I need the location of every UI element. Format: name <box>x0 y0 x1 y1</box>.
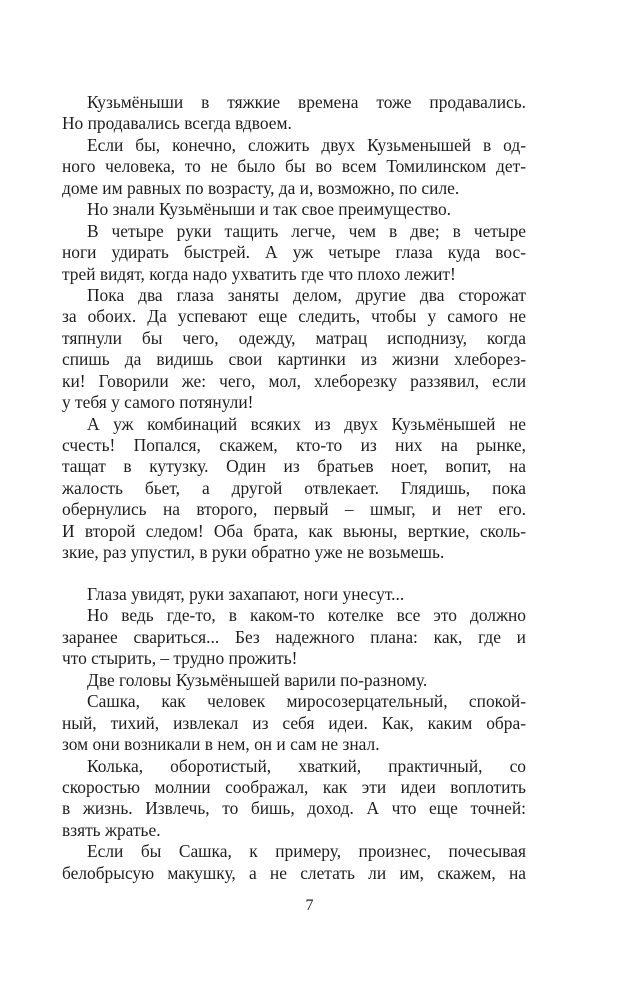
text-line: Но ведь где-то, в каком-то котелке все это должно <box>87 605 526 626</box>
text-line: Сашка, как человек миросозерцательный, спокой- <box>87 691 526 712</box>
text-line: Кузьмёныши в тяжкие времена тоже продавались. <box>87 92 526 112</box>
text-line: взять жратье. <box>62 819 161 840</box>
text-section-2 <box>62 584 526 884</box>
text-line: заранее свариться... Без надежного плана: как, где и <box>62 626 526 647</box>
text-line: ного человека, то не было бы во всем Томилинском дет- <box>62 156 526 177</box>
text-line: В четыре руки тащить легче, чем в две; в четыре <box>87 220 526 241</box>
text-line: Две головы Кузьмёнышей варили по-разному. <box>87 669 428 690</box>
text-line: ный, тихий, извлекал из себя идеи. Как, каким обра- <box>62 712 526 733</box>
text-line: обернулись на второго, первый – шмыг, и нет его. <box>62 499 526 520</box>
text-line: скоростью молнии соображал, как эти идеи воплотить <box>62 776 526 797</box>
text-section-1 <box>62 92 526 564</box>
text-line: доме им равных по возрасту, да и, возможно, по силе. <box>62 177 460 198</box>
text-line: белобрысую макушку, а не слетать ли им, скажем, на <box>62 862 526 883</box>
text-line: зом они возникали в нем, он и сам не знал. <box>62 734 380 755</box>
text-line: Колька, оборотистый, хваткий, практичный, со <box>87 755 526 776</box>
text-line: Глаза увидят, руки захапают, ноги унесут... <box>87 584 405 604</box>
text-line: Если бы Сашка, к примеру, произнес, почесывая <box>87 841 526 862</box>
text-line: тащат в кутузку. Один из братьев ноет, вопит, на <box>62 456 526 477</box>
text-line: ноги удирать быстрей. А уж четыре глаза куда вос- <box>62 242 526 263</box>
text-line: за обоих. Да успевают еще следить, чтобы у самого не <box>62 306 526 327</box>
text-line: спишь да видишь свои картинки из жизни хлеборез- <box>62 349 526 370</box>
text-line: И второй следом! Оба брата, как вьюны, верткие, сколь- <box>62 520 526 541</box>
text-line: у тебя у самого потянули! <box>62 392 254 413</box>
text-line: Но знали Кузьмёныши и так свое преимущество. <box>87 199 452 220</box>
text-line: трей видят, когда надо ухватить где что плохо лежит! <box>62 263 456 284</box>
text-line: счесть! Попался, скажем, кто-то из них на рынке, <box>62 435 526 455</box>
text-line: жалость бьет, а другой отвлекает. Глядишь, пока <box>62 477 526 498</box>
text-line: Если бы, конечно, сложить двух Кузьменышей в од- <box>87 134 526 155</box>
text-line: А уж комбинаций всяких из двух Кузьмёнышей не <box>87 413 526 434</box>
text-line: Но продавались всегда вдвоем. <box>62 113 292 134</box>
text-line: тяпнули бы чего, одежду, матрац исподнизу, когда <box>62 327 526 348</box>
text-line: в жизнь. Извлечь, то бишь, доход. А что еще точней: <box>62 798 526 819</box>
page-number: 7 <box>305 897 314 914</box>
text-line: что стырить, – трудно прожить! <box>62 648 298 669</box>
text-line: ки! Говорили же: чего, мол, хлеборезку раззявил, если <box>62 370 526 391</box>
text-line: Пока два глаза заняты делом, другие два сторожат <box>87 284 526 305</box>
text-line: зкие, раз упустил, в руки обратно уже не возьмешь. <box>62 542 445 563</box>
